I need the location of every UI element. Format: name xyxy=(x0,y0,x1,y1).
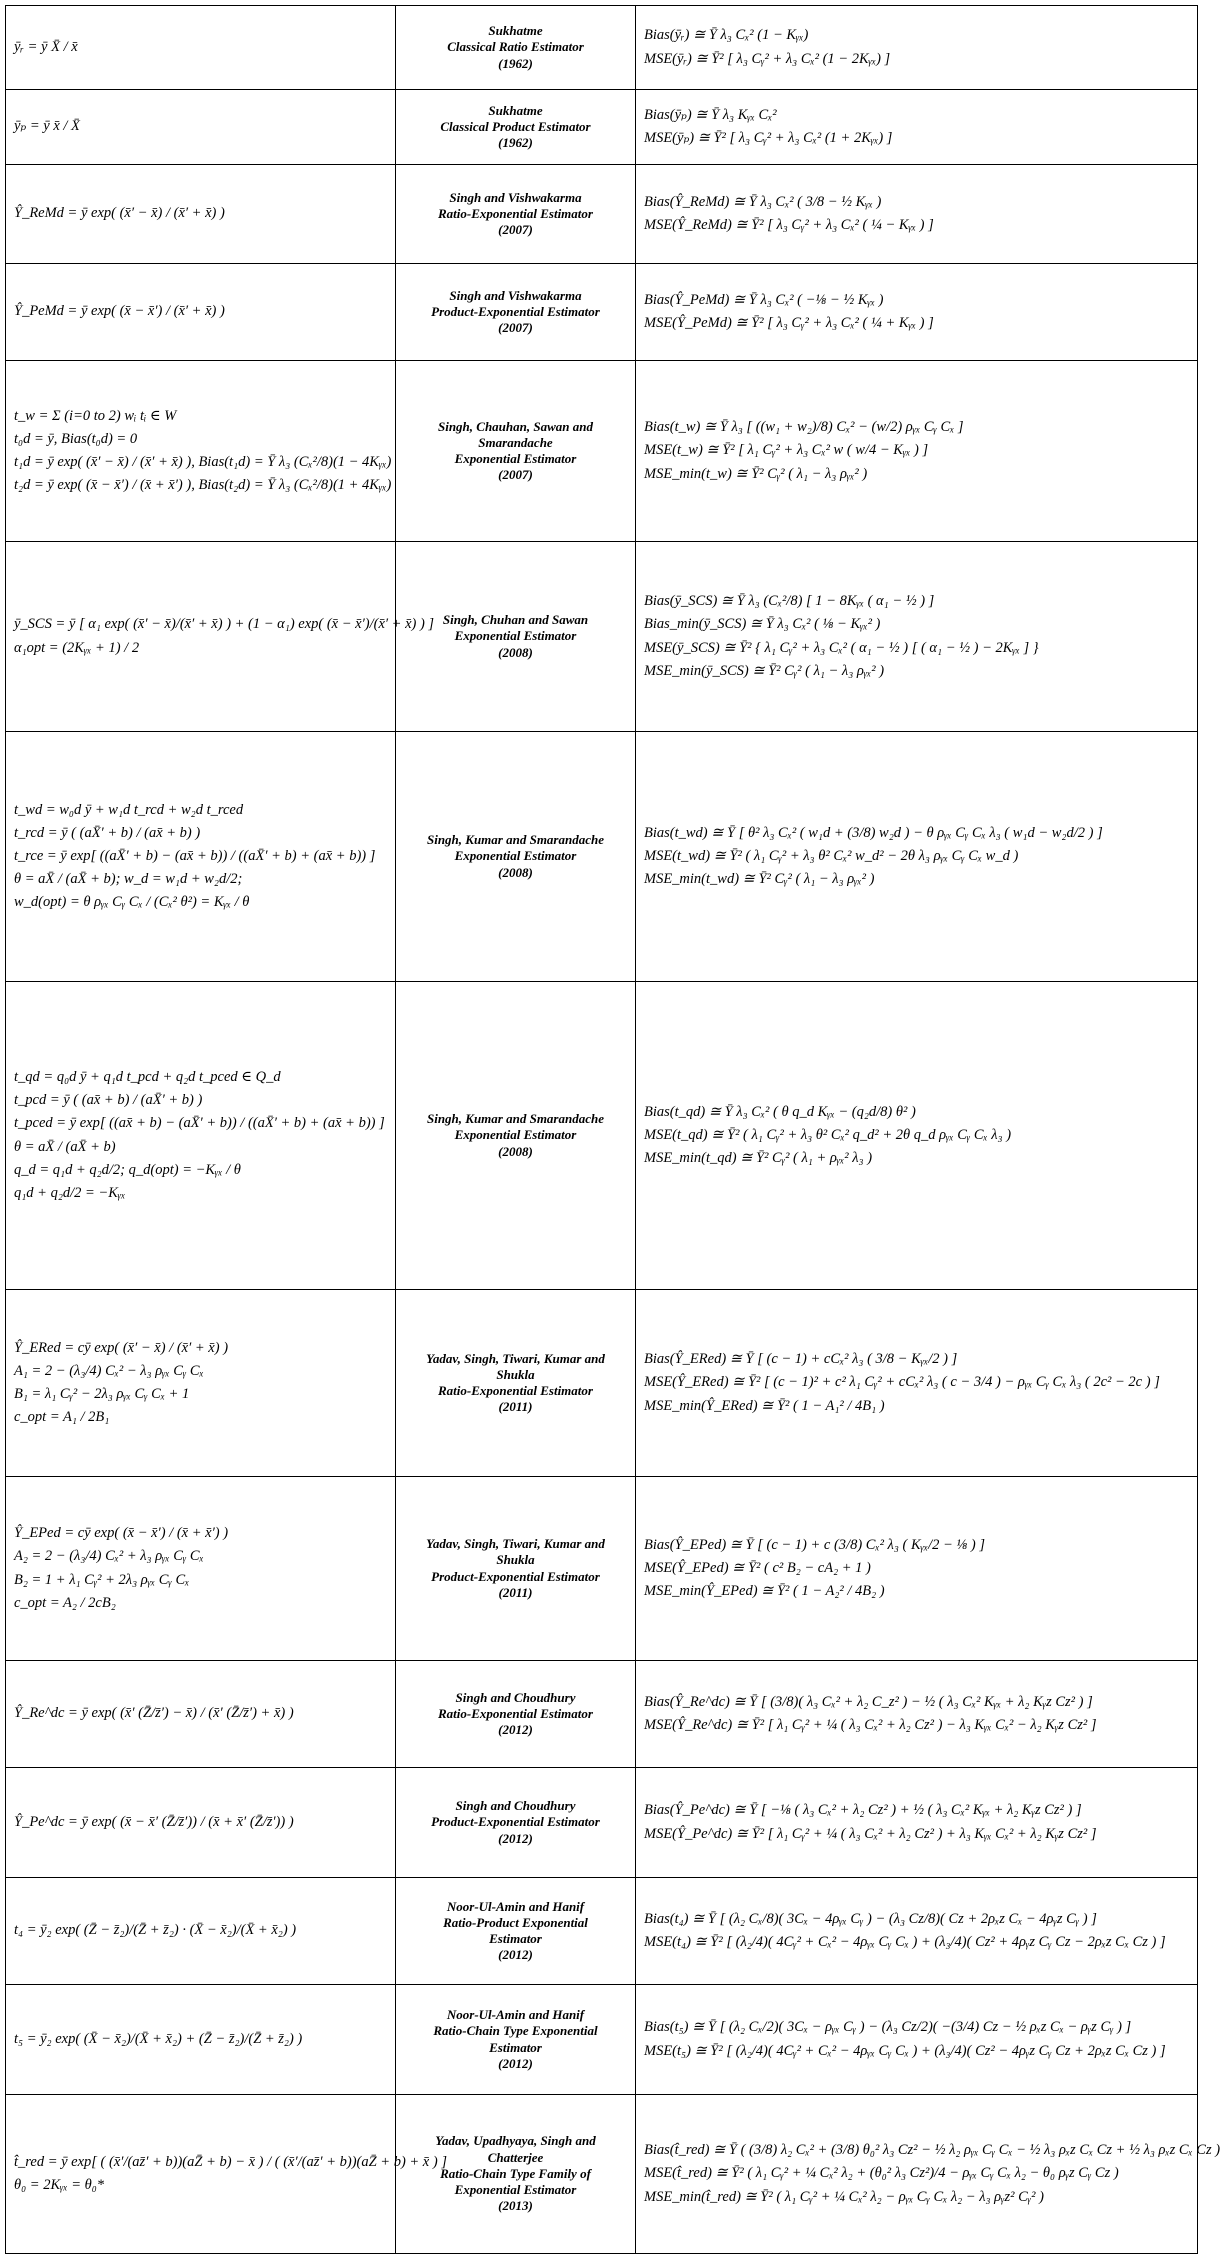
bias-mse-expressions xyxy=(636,1878,1198,1985)
bias-mse-expressions xyxy=(636,982,1198,1290)
estimator-row xyxy=(6,1985,1198,2095)
estimator-formula-line: t_rcd = ȳ ( (aX̄′ + b) / (ax̄ + b) ) xyxy=(14,824,201,841)
author-citation-line: Exponential Estimator xyxy=(454,451,577,466)
author-citation xyxy=(396,361,636,542)
author-citation-line: Singh and Vishwakarma xyxy=(449,287,582,303)
estimator-formula-line: B₂ = 1 + λ₁ Cᵧ² + 2λ₃ ρᵧₓ Cᵧ Cₓ xyxy=(14,1571,190,1588)
estimator-formula-line: A₂ = 2 − (λ₃/4) Cₓ² + λ₃ ρᵧₓ Cᵧ Cₓ xyxy=(14,1548,204,1565)
estimator-row xyxy=(6,1768,1198,1878)
estimator-formula xyxy=(6,1661,396,1768)
estimator-formula xyxy=(6,1878,396,1985)
bias-mse-expressions-line: Bias(ȳ_SCS) ≅ Ȳ λ₃ (Cₓ²/8) [ 1 − 8Kᵧₓ ( α₁ − ½ ) ] xyxy=(644,593,935,610)
bias-mse-expressions-line: MSE(t₄) ≅ Ȳ² [ (λ₂/4)( 4Cᵧ² + Cₓ² − 4ρᵧₓ Cᵧ Cₓ ) + (λ₃/4)( Cz² + 4ρᵧz Cᵧ Cz − 2ρₓz Cₓ Cz ) ] xyxy=(644,1934,1166,1950)
author-citation xyxy=(396,982,636,1290)
bias-mse-expressions xyxy=(636,1661,1198,1768)
estimator-formula-line: c_opt = A₁ / 2B₁ xyxy=(14,1409,110,1426)
author-citation-line: Noor-Ul-Amin and Hanif xyxy=(446,2007,585,2022)
estimator-row xyxy=(6,732,1198,982)
bias-mse-expressions-line: MSE_min(Ŷ_EPed) ≅ Ȳ² ( 1 − A₂² / 4B₂ ) xyxy=(644,1583,885,1600)
bias-mse-expressions xyxy=(636,2095,1220,2254)
estimator-formula xyxy=(6,6,396,90)
bias-mse-expressions-line: MSE(Ŷ_ReMd) ≅ Ȳ² [ λ₃ Cᵧ² + λ₃ Cₓ² ( ¼ − Kᵧₓ ) ] xyxy=(644,217,934,233)
estimator-formula-line: t₀d = ȳ, Bias(t₀d) = 0 xyxy=(14,430,138,447)
bias-mse-expressions-line: MSE(t_qd) ≅ Ȳ² ( λ₁ Cᵧ² + λ₃ θ² Cₓ² q_d² + 2θ q_d ρᵧₓ Cᵧ Cₓ λ₃ ) xyxy=(644,1126,1012,1143)
estimator-row xyxy=(6,1661,1198,1768)
estimator-formula-line: θ₀ = 2Kᵧₓ = θ₀* xyxy=(14,2177,105,2193)
estimator-row xyxy=(6,90,1198,165)
author-citation-line: Exponential Estimator xyxy=(454,1127,577,1143)
bias-mse-expressions xyxy=(636,6,1198,90)
estimator-formula-line: q_d = q₁d + q₂d/2; q_d(opt) = −Kᵧₓ / θ xyxy=(14,1161,241,1178)
author-citation-line: (1962) xyxy=(498,55,533,71)
author-citation xyxy=(396,165,636,264)
author-citation-line: Singh, Chuhan and Sawan xyxy=(442,612,589,628)
estimator-formula-line: ȳᵣ = ȳ X̄ / x̄ xyxy=(14,38,78,55)
bias-mse-expressions-line: MSE_min(ȳ_SCS) ≅ Ȳ² Cᵧ² ( λ₁ − λ₃ ρᵧₓ² ) xyxy=(644,662,885,679)
estimator-formula-line: t_qd = q₀d ȳ + q₁d t_pcd + q₂d t_pced ∈ Q_d xyxy=(14,1068,281,1085)
author-citation-line: Shukla xyxy=(496,1552,535,1568)
author-citation-line: Sukhatme xyxy=(488,23,543,39)
bias-mse-expressions-line: Bias(t_wd) ≅ Ȳ [ θ² λ₃ Cₓ² ( w₁d + (3/8) w₂d ) − θ ρᵧₓ Cᵧ Cₓ λ₃ ( w₁d − w₂d/2 ) ] xyxy=(644,824,1103,841)
bias-mse-expressions-line: MSE_min(t_w) ≅ Ȳ² Cᵧ² ( λ₁ − λ₃ ρᵧₓ² ) xyxy=(644,465,868,482)
bias-mse-expressions xyxy=(636,264,1198,361)
author-citation xyxy=(396,264,636,361)
estimator-formula-line: A₁ = 2 − (λ₃/4) Cₓ² − λ₃ ρᵧₓ Cᵧ Cₓ xyxy=(14,1362,204,1379)
author-citation xyxy=(396,1477,636,1661)
bias-mse-expressions-line: Bias(Ŷ_EPed) ≅ Ȳ [ (c − 1) + c (3/8) Cₓ² λ₃ ( Kᵧₓ/2 − ⅛ ) ] xyxy=(644,1536,985,1553)
bias-mse-expressions-line: MSE(Ŷ_Pe^dc) ≅ Ȳ² [ λ₁ Cᵧ² + ¼ ( λ₃ Cₓ² + λ₂ Cz² ) + λ₃ Kᵧₓ Cₓ² + λ₂ Kᵧz Cz² ] xyxy=(644,1825,1097,1842)
author-citation xyxy=(396,1661,636,1768)
author-citation-line: (2007) xyxy=(498,222,533,238)
estimator-formula-line: t_pcd = ȳ ( (ax̄ + b) / (aX̄′ + b) ) xyxy=(14,1092,203,1109)
bias-mse-expressions-line: Bias(Ŷ_PeMd) ≅ Ȳ λ₃ Cₓ² ( −⅛ − ½ Kᵧₓ ) xyxy=(644,291,884,308)
estimator-formula-line: t₁d = ȳ exp( (x̄′ − x̄) / (x̄′ + x̄) ), Bias(t₁d) = Ȳ λ₃ (Cₓ²/8)(1 − 4Kᵧₓ) xyxy=(14,454,392,470)
author-citation-line: Ratio-Exponential Estimator xyxy=(438,1383,593,1398)
estimator-formula-line: Ŷ_PeMd = ȳ exp( (x̄ − x̄′) / (x̄′ + x̄) ) xyxy=(14,303,225,320)
estimators-table-body xyxy=(6,6,1220,2254)
author-citation-line: Exponential Estimator xyxy=(454,2182,577,2198)
bias-mse-expressions-line: MSE_min(t̂_red) ≅ Ȳ² ( λ₁ Cᵧ² + ¼ Cₓ² λ₂ − ρᵧₓ Cᵧ Cₓ λ₂ − λ₃ ρᵧz² Cᵧ² ) xyxy=(644,2188,1044,2205)
author-citation-line: Ratio-Product Exponential xyxy=(443,1914,588,1930)
author-citation-line: Product-Exponential Estimator xyxy=(431,1814,600,1830)
estimator-formula-line: t̂_red = ȳ exp[ ( (x̄′/(az̄′ + b))(aZ̄ + b) − x̄ ) / ( (x̄′/(az̄′ + b))(aZ̄ + b) + x̄ ) ] xyxy=(14,2153,447,2170)
estimator-formula-line: θ = aX̄ / (aX̄ + b) xyxy=(14,1138,116,1155)
author-citation-line: Classical Ratio Estimator xyxy=(447,39,584,55)
bias-mse-expressions xyxy=(636,1768,1198,1878)
author-citation-line: (2011) xyxy=(498,1584,533,1600)
bias-mse-expressions xyxy=(636,90,1198,165)
estimator-formula xyxy=(6,542,435,732)
bias-mse-expressions-line: MSE(Ŷ_EPed) ≅ Ȳ² ( c² B₂ − cA₂ + 1 ) xyxy=(644,1559,871,1576)
author-citation-line: Chatterjee xyxy=(487,2149,544,2165)
author-citation-line: Sukhatme xyxy=(488,102,543,118)
estimator-formula-line: Ŷ_Pe^dc = ȳ exp( (x̄ − x̄′ (Z̄/z̄′)) / (x̄ + x̄′ (Z̄/z̄′)) ) xyxy=(14,1813,294,1830)
estimator-row xyxy=(6,542,1198,732)
author-citation xyxy=(396,6,636,90)
bias-mse-expressions-line: MSE_min(Ŷ_ERed) ≅ Ȳ² ( 1 − A₁² / 4B₁ ) xyxy=(644,1397,885,1414)
estimator-formula-line: t₂d = ȳ exp( (x̄ − x̄′) / (x̄ + x̄′) ), Bias(t₂d) = Ȳ λ₃ (Cₓ²/8)(1 + 4Kᵧₓ) xyxy=(14,477,392,494)
estimator-formula-line: w_d(opt) = θ ρᵧₓ Cᵧ Cₓ / (Cₓ² θ²) = Kᵧₓ / θ xyxy=(14,894,250,911)
estimator-row xyxy=(6,1878,1198,1985)
author-citation-line: Ratio-Chain Type Family of xyxy=(440,2165,591,2181)
author-citation xyxy=(396,1290,636,1477)
bias-mse-expressions-line: Bias(Ŷ_Re^dc) ≅ Ȳ [ (3/8)( λ₃ Cₓ² + λ₂ C_z² ) − ½ ( λ₃ Cₓ² Kᵧₓ + λ₂ Kᵧz Cz² ) ] xyxy=(644,1693,1093,1710)
author-citation-line: (2007) xyxy=(498,320,533,336)
estimator-formula-line: c_opt = A₂ / 2cB₂ xyxy=(14,1594,116,1611)
bias-mse-expressions-line: MSE(Ŷ_Re^dc) ≅ Ȳ² [ λ₁ Cᵧ² + ¼ ( λ₃ Cₓ² + λ₂ Cz² ) − λ₃ Kᵧₓ Cₓ² − λ₂ Kᵧz Cz² ] xyxy=(644,1717,1097,1733)
bias-mse-expressions-line: Bias(Ŷ_ReMd) ≅ Ȳ λ₃ Cₓ² ( 3/8 − ½ Kᵧₓ ) xyxy=(644,193,882,210)
author-citation-line: Singh and Choudhury xyxy=(455,1798,576,1814)
author-citation-line: (1962) xyxy=(498,135,533,151)
estimator-formula-line: t₅ = ȳ₂ exp( (X̄ − x̄₂)/(X̄ + x̄₂) + (Z̄ − z̄₂)/(Z̄ + z̄₂) ) xyxy=(14,2030,303,2047)
estimator-formula-line: t_w = Σ (i=0 to 2) wᵢ tᵢ ∈ W xyxy=(14,407,177,424)
author-citation-line: Estimator xyxy=(489,2039,542,2055)
estimator-formula xyxy=(6,264,396,361)
bias-mse-expressions-line: MSE(Ŷ_ERed) ≅ Ȳ² [ (c − 1)² + c² λ₁ Cᵧ² + cCₓ² λ₃ ( c − 3/4 ) − ρᵧₓ Cᵧ Cₓ λ₃ ( 2c² − 2c ) ] xyxy=(644,1374,1160,1391)
estimator-formula xyxy=(6,1768,396,1878)
bias-mse-expressions-line: Bias(t_w) ≅ Ȳ λ₃ [ ((w₁ + w₂)/8) Cₓ² − (w/2) ρᵧₓ Cᵧ Cₓ ] xyxy=(644,419,964,436)
author-citation-line: Singh and Vishwakarma xyxy=(449,189,582,205)
author-citation xyxy=(396,542,636,732)
bias-mse-expressions-line: Bias(ȳᵣ) ≅ Ȳ λ₃ Cₓ² (1 − Kᵧₓ) xyxy=(644,27,809,44)
estimator-row xyxy=(6,6,1198,90)
author-citation-line: Ratio-Chain Type Exponential xyxy=(433,2023,598,2039)
estimator-formula-line: B₁ = λ₁ Cᵧ² − 2λ₃ ρᵧₓ Cᵧ Cₓ + 1 xyxy=(14,1386,190,1402)
author-citation-line: Singh, Chauhan, Sawan and xyxy=(437,418,593,434)
bias-mse-expressions-line: Bias(t̂_red) ≅ Ȳ ( (3/8) λ₂ Cₓ² + (3/8) θ₀² λ₃ Cz² − ½ λ₂ ρᵧₓ Cᵧ Cₓ − ½ λ₃ ρₓz Cₓ Cz + ½ λ₃ ρₓz Cₓ Cz ) xyxy=(644,2142,1220,2159)
estimator-row xyxy=(6,2095,1198,2254)
bias-mse-expressions-line: Bias(t_qd) ≅ Ȳ λ₃ Cₓ² ( θ q_d Kᵧₓ − (q₂d/8) θ² ) xyxy=(644,1103,916,1120)
estimator-formula xyxy=(6,1477,396,1661)
author-citation xyxy=(396,2095,636,2254)
estimator-formula xyxy=(6,2095,447,2254)
estimator-row xyxy=(6,165,1198,264)
bias-mse-expressions xyxy=(636,732,1198,982)
estimator-formula-line: t_pced = ȳ exp[ ((ax̄ + b) − (aX̄′ + b)) / ((aX̄′ + b) + (ax̄ + b)) ] xyxy=(14,1115,385,1132)
author-citation-line: (2012) xyxy=(498,1722,533,1738)
author-citation-line: Ratio-Exponential Estimator xyxy=(438,205,593,221)
bias-mse-expressions-line: MSE(t₅) ≅ Ȳ² [ (λ₂/4)( 4Cᵧ² + Cₓ² − 4ρᵧₓ Cᵧ Cₓ ) + (λ₃/4)( Cz² − 4ρᵧz Cᵧ Cz + 2ρₓz Cₓ Cz ) ] xyxy=(644,2042,1166,2059)
bias-mse-expressions xyxy=(636,165,1198,264)
estimators-table xyxy=(5,5,1220,2254)
bias-mse-expressions-line: MSE(t_wd) ≅ Ȳ² ( λ₁ Cᵧ² + λ₃ θ² Cₓ² w_d² − 2θ λ₃ ρᵧₓ Cᵧ Cₓ w_d ) xyxy=(644,847,1019,864)
estimator-formula xyxy=(6,732,396,982)
bias-mse-expressions xyxy=(636,1477,1198,1661)
author-citation-line: (2008) xyxy=(498,644,533,660)
author-citation-line: Smarandache xyxy=(478,434,553,450)
author-citation-line: Singh, Kumar and Smarandache xyxy=(426,832,604,848)
bias-mse-expressions xyxy=(636,1985,1198,2095)
bias-mse-expressions-line: MSE(ȳᵣ) ≅ Ȳ² [ λ₃ Cᵧ² + λ₃ Cₓ² (1 − 2Kᵧₓ) ] xyxy=(644,50,891,67)
author-citation-line: Exponential Estimator xyxy=(454,848,577,864)
author-citation-line: Yadav, Singh, Tiwari, Kumar and xyxy=(426,1536,605,1551)
author-citation-line: Noor-Ul-Amin and Hanif xyxy=(446,1898,585,1914)
author-citation xyxy=(396,1985,636,2095)
estimator-formula xyxy=(6,165,396,264)
estimator-formula xyxy=(6,361,396,542)
author-citation-line: Estimator xyxy=(489,1931,542,1946)
bias-mse-expressions-line: MSE(Ŷ_PeMd) ≅ Ȳ² [ λ₃ Cᵧ² + λ₃ Cₓ² ( ¼ + Kᵧₓ ) ] xyxy=(644,315,934,331)
bias-mse-expressions-line: MSE(t_w) ≅ Ȳ² [ λ₁ Cᵧ² + λ₃ Cₓ² w ( w/4 − Kᵧₓ ) ] xyxy=(644,442,929,459)
bias-mse-expressions xyxy=(636,361,1198,542)
bias-mse-expressions-line: Bias(ȳₚ) ≅ Ȳ λ₃ Kᵧₓ Cₓ² xyxy=(644,106,777,123)
estimator-formula-line: Ŷ_ReMd = ȳ exp( (x̄′ − x̄) / (x̄′ + x̄) ) xyxy=(14,205,225,222)
estimator-formula xyxy=(6,90,396,165)
estimator-row xyxy=(6,264,1198,361)
estimator-formula-line: ȳₚ = ȳ x̄ / X̄ xyxy=(14,118,80,135)
author-citation-line: Yadav, Singh, Tiwari, Kumar and xyxy=(426,1350,605,1366)
estimator-formula xyxy=(6,1985,396,2095)
bias-mse-expressions-line: MSE(ȳₚ) ≅ Ȳ² [ λ₃ Cᵧ² + λ₃ Cₓ² (1 + 2Kᵧₓ) ] xyxy=(644,130,893,146)
bias-mse-expressions-line: Bias(t₅) ≅ Ȳ [ (λ₂ Cₓ/2)( 3Cₓ − ρᵧₓ Cᵧ ) − (λ₃ Cz/2)( −(3/4) Cz − ½ ρₓz Cₓ − ρᵧz Cᵧ ) ] xyxy=(644,2019,1132,2036)
estimator-formula-line: q₁d + q₂d/2 = −Kᵧₓ xyxy=(14,1184,126,1201)
author-citation-line: (2011) xyxy=(498,1399,533,1415)
estimator-formula-line: t_wd = w₀d ȳ + w₁d t_rcd + w₂d t_rced xyxy=(14,801,244,818)
estimator-row xyxy=(6,1477,1198,1661)
bias-mse-expressions xyxy=(636,1290,1198,1477)
bias-mse-expressions-line: Bias(Ŷ_ERed) ≅ Ȳ [ (c − 1) + cCₓ² λ₃ ( 3/8 − Kᵧₓ/2 ) ] xyxy=(644,1351,958,1368)
estimator-formula-line: Ŷ_ERed = cȳ exp( (x̄′ − x̄) / (x̄′ + x̄) ) xyxy=(14,1339,229,1356)
bias-mse-expressions-line: MSE_min(t_wd) ≅ Ȳ² Cᵧ² ( λ₁ − λ₃ ρᵧₓ² ) xyxy=(644,871,875,888)
author-citation-line: Yadav, Upadhyaya, Singh and xyxy=(435,2133,596,2149)
estimator-formula-line: ȳ_SCS = ȳ [ α₁ exp( (x̄′ − x̄)/(x̄′ + x̄) ) + (1 − α₁) exp( (x̄ − x̄′)/(x̄′ + x̄) ) ] xyxy=(14,616,435,633)
estimator-row xyxy=(6,982,1198,1290)
estimator-formula-line: Ŷ_EPed = cȳ exp( (x̄ − x̄′) / (x̄ + x̄′) ) xyxy=(14,1525,229,1542)
estimator-row xyxy=(6,1290,1198,1477)
author-citation-line: Shukla xyxy=(496,1366,535,1382)
bias-mse-expressions xyxy=(636,542,1198,732)
estimator-formula xyxy=(6,982,396,1290)
author-citation-line: (2012) xyxy=(498,2055,533,2071)
bias-mse-expressions-line: Bias(Ŷ_Pe^dc) ≅ Ȳ [ −⅛ ( λ₃ Cₓ² + λ₂ Cz² ) + ½ ( λ₃ Cₓ² Kᵧₓ + λ₂ Kᵧz Cz² ) ] xyxy=(644,1802,1082,1819)
author-citation xyxy=(396,732,636,982)
author-citation-line: Singh and Choudhury xyxy=(455,1689,576,1705)
author-citation-line: Product-Exponential Estimator xyxy=(431,1568,600,1584)
author-citation-line: (2008) xyxy=(498,1143,533,1159)
author-citation-line: Ratio-Exponential Estimator xyxy=(438,1705,593,1721)
estimator-formula-line: α₁opt = (2Kᵧₓ + 1) / 2 xyxy=(14,639,140,656)
bias-mse-expressions-line: MSE_min(t_qd) ≅ Ȳ² Cᵧ² ( λ₁ + ρᵧₓ² λ₃ ) xyxy=(644,1150,873,1167)
author-citation-line: (2012) xyxy=(498,1947,533,1963)
author-citation-line: Classical Product Estimator xyxy=(440,118,591,134)
bias-mse-expressions-line: Bias_min(ȳ_SCS) ≅ Ȳ λ₃ Cₓ² ( ⅛ − Kᵧₓ² ) xyxy=(644,616,881,633)
estimator-formula-line: t_rce = ȳ exp[ ((aX̄′ + b) − (ax̄ + b)) / ((aX̄′ + b) + (ax̄ + b)) ] xyxy=(14,847,376,864)
author-citation-line: (2013) xyxy=(498,2198,533,2214)
bias-mse-expressions-line: MSE(t̂_red) ≅ Ȳ² ( λ₁ Cᵧ² + ¼ Cₓ² λ₂ + (θ₀² λ₃ Cz²)/4 − ρᵧₓ Cᵧ Cₓ λ₂ − θ₀ ρᵧz Cᵧ Cz ) xyxy=(644,2165,1119,2182)
author-citation-line: (2012) xyxy=(498,1830,533,1846)
bias-mse-expressions-line: Bias(t₄) ≅ Ȳ [ (λ₂ Cₓ/8)( 3Cₓ − 4ρᵧₓ Cᵧ ) − (λ₃ Cz/8)( Cz + 2ρₓz Cₓ − 4ρᵧz Cᵧ ) ] xyxy=(644,1910,1097,1927)
estimator-formula-line: Ŷ_Re^dc = ȳ exp( (x̄′ (Z̄/z̄′) − x̄) / (x̄′ (Z̄/z̄′) + x̄) ) xyxy=(14,1705,294,1722)
bias-mse-expressions-line: MSE(ȳ_SCS) ≅ Ȳ² { λ₁ Cᵧ² + λ₃ Cₓ² ( α₁ − ½ ) [ ( α₁ − ½ ) − 2Kᵧₓ ] } xyxy=(644,639,1039,656)
author-citation-line: Product-Exponential Estimator xyxy=(431,303,600,319)
author-citation xyxy=(396,90,636,165)
author-citation-line: (2008) xyxy=(498,864,533,880)
author-citation-line: (2007) xyxy=(498,467,533,483)
estimator-row xyxy=(6,361,1198,542)
estimator-formula-line: t₄ = ȳ₂ exp( (Z̄ − z̄₂)/(Z̄ + z̄₂) · (X̄ − x̄₂)/(X̄ + x̄₂) ) xyxy=(14,1922,297,1939)
author-citation xyxy=(396,1878,636,1985)
estimator-formula xyxy=(6,1290,396,1477)
author-citation-line: Exponential Estimator xyxy=(454,628,577,644)
estimator-formula-line: θ = aX̄ / (aX̄ + b); w_d = w₁d + w₂d/2; xyxy=(14,871,243,888)
author-citation-line: Singh, Kumar and Smarandache xyxy=(426,1111,604,1127)
author-citation xyxy=(396,1768,636,1878)
